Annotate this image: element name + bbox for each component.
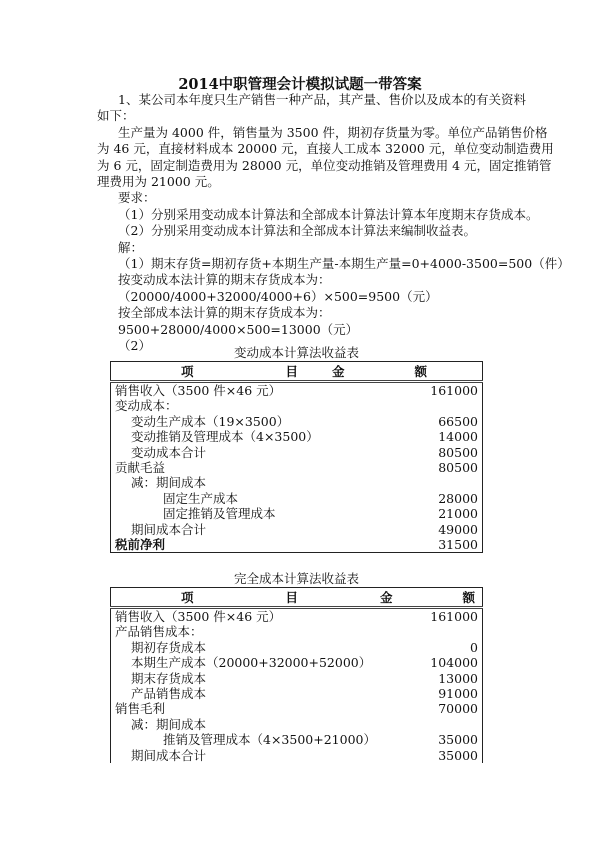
table-row [111, 398, 483, 413]
body-line: （1）分别采用变动成本计算法和全部成本计算法计算本年度期末存货成本。 [118, 206, 539, 222]
row-amount: 14000 [438, 429, 478, 445]
row-label: 销售收入（3500 件×46 元） [115, 609, 282, 624]
row-amount [380, 717, 483, 732]
body-line: （1）期末存货=期初存货+本期生产量-本期生产量=0+4000-3500=500（件） [118, 256, 570, 272]
body-line: 生产量为 4000 件，销售量为 3500 件，期初存货量为零。单位产品销售价格 [118, 124, 548, 140]
row-label: 期间成本合计 [131, 521, 207, 537]
table-header-row [111, 588, 483, 608]
row-label: 固定推销及管理成本 [163, 506, 276, 522]
row-label: 期末存货成本 [131, 670, 207, 686]
table-row [111, 701, 483, 716]
body-line: （20000/4000+32000/4000+6）×500=9500（元） [118, 288, 438, 304]
row-label: 期初存货成本 [131, 639, 207, 655]
row-label: 固定生产成本 [163, 490, 239, 506]
table-row [111, 608, 483, 625]
row-label: 产品销售成本： [115, 624, 203, 640]
full-costing-income-table [110, 587, 483, 763]
row-amount: 21000 [438, 506, 478, 522]
body-line: 要求： [118, 190, 156, 206]
header-amount-1: 金 [332, 364, 345, 379]
row-amount: 80500 [438, 460, 478, 476]
table-row [111, 382, 483, 399]
body-line: 9500+28000/4000×500=13000（元） [118, 321, 359, 337]
row-amount: 28000 [438, 490, 478, 506]
table-row [111, 640, 483, 655]
row-label: 变动成本合计 [131, 444, 207, 460]
row-label: 变动生产成本（19×3500） [131, 413, 290, 429]
body-line: 为 6 元，固定制造费用为 28000 元，单位变动推销及管理费用 4 元，固定推销管 [97, 157, 552, 173]
row-amount [380, 624, 483, 639]
table-row [111, 655, 483, 670]
row-label: 贡献毛益 [115, 460, 166, 476]
row-amount: 161000 [430, 609, 478, 624]
body-line: （2） [118, 338, 151, 354]
row-amount: 91000 [438, 686, 478, 702]
variable-costing-income-table [110, 361, 483, 553]
row-amount: 35000 [438, 747, 478, 763]
body-line: 按全部成本法计算的期末存货成本为： [118, 305, 331, 321]
row-amount: 66500 [438, 413, 478, 429]
table-row [111, 460, 483, 475]
header-item-2: 目 [285, 364, 299, 379]
row-label: 变动推销及管理成本（4×3500） [131, 429, 319, 445]
header-amount-2: 额 [414, 364, 428, 379]
table-row [111, 748, 483, 763]
row-label: 销售毛利 [115, 701, 166, 717]
table-row [111, 624, 483, 639]
row-amount: 70000 [438, 701, 478, 717]
body-line: 为 46 元，直接材料成本 20000 元，直接人工成本 32000 元，单位变动制造费用 [97, 141, 554, 157]
row-label: 减：期间成本 [131, 475, 207, 491]
row-label: 变动成本： [115, 398, 178, 414]
row-amount: 31500 [438, 537, 478, 553]
body-line: 理费用为 21000 元。 [97, 174, 220, 190]
body-line: 按变动成本法计算的期末存货成本为： [118, 272, 331, 288]
table-row [111, 414, 483, 429]
table-row [111, 717, 483, 732]
header-item-2: 目 [285, 590, 299, 605]
header-item-1: 项 [181, 364, 194, 379]
table-row [111, 686, 483, 701]
document-title: 2014中职管理会计模拟试题一带答案 [178, 76, 422, 93]
table-row [111, 671, 483, 686]
row-label: 期间成本合计 [131, 747, 207, 763]
row-amount: 49000 [438, 521, 478, 537]
body-line: 解： [118, 239, 144, 255]
table2-caption: 完全成本计算法收益表 [233, 571, 359, 586]
row-amount [332, 398, 483, 413]
table-row [111, 522, 483, 537]
table1-caption: 变动成本计算法收益表 [233, 345, 359, 360]
row-amount [332, 475, 483, 490]
row-label: 产品销售成本 [131, 686, 207, 702]
row-amount: 80500 [438, 444, 478, 460]
body-line: 1、某公司本年度只生产销售一种产品，其产量、售价以及成本的有关资料 [118, 92, 526, 107]
table-row [111, 537, 483, 553]
body-line: 如下： [97, 108, 135, 124]
document-body [97, 92, 570, 355]
row-amount: 104000 [430, 655, 478, 671]
table-row [111, 475, 483, 490]
row-amount: 0 [470, 639, 478, 655]
row-label: 推销及管理成本（4×3500+21000） [163, 732, 376, 748]
header-item-1: 项 [181, 590, 194, 605]
table-header-row [111, 362, 483, 382]
row-label: 减：期间成本 [131, 716, 207, 732]
row-amount: 35000 [438, 732, 478, 748]
table-row [111, 506, 483, 521]
row-label: 税前净利 [115, 537, 166, 553]
table-row [111, 732, 483, 747]
row-amount: 161000 [430, 383, 478, 398]
table-row [111, 429, 483, 444]
header-amount-2: 额 [462, 590, 476, 605]
row-label: 本期生产成本（20000+32000+52000） [131, 655, 372, 671]
table-row [111, 491, 483, 506]
row-label: 销售收入（3500 件×46 元） [115, 383, 282, 398]
row-amount: 13000 [438, 670, 478, 686]
body-line: （2）分别采用变动成本计算法和全部成本计算法来编制收益表。 [118, 223, 476, 239]
header-amount-1: 金 [379, 590, 393, 605]
table-row [111, 445, 483, 460]
